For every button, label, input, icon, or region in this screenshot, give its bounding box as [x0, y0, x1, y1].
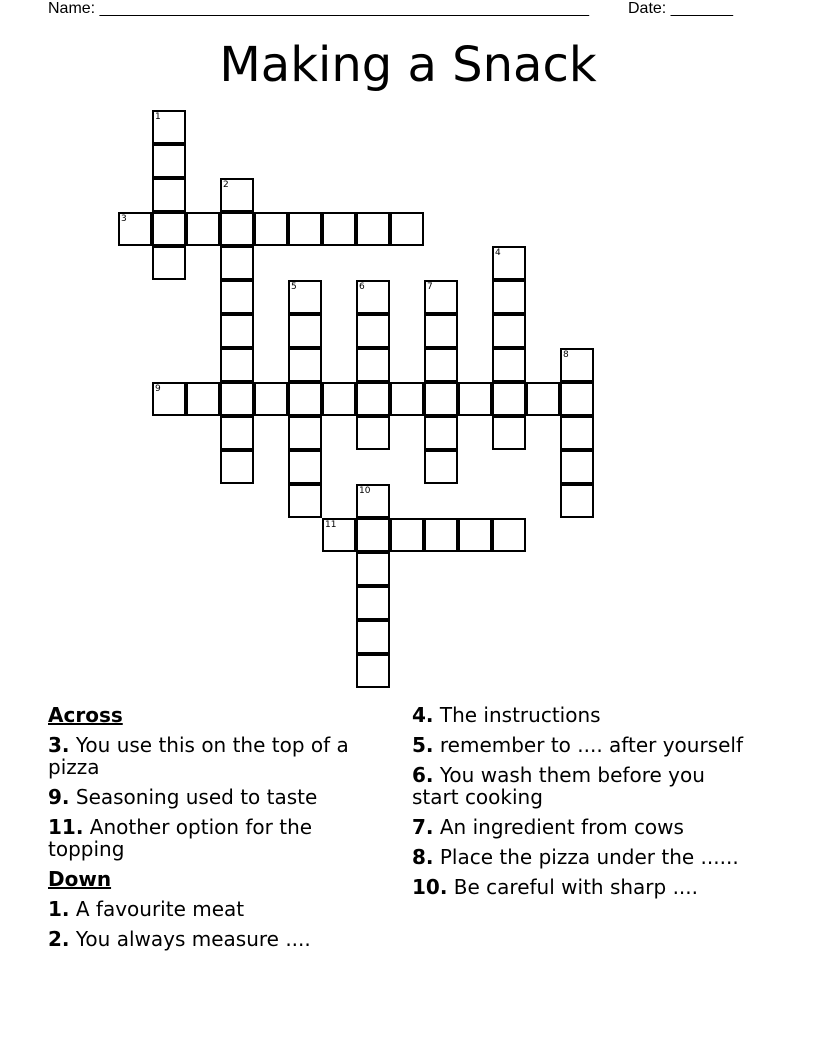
crossword-cell[interactable]: [492, 280, 526, 314]
clue-number: 3.: [48, 733, 70, 757]
crossword-cell[interactable]: [424, 314, 458, 348]
crossword-cell[interactable]: [424, 450, 458, 484]
clue-down-7: [412, 816, 752, 838]
clue-number: 2.: [48, 927, 70, 951]
crossword-cell[interactable]: [152, 178, 186, 212]
crossword-cell[interactable]: [560, 450, 594, 484]
cell-number: 1: [155, 112, 161, 122]
clue-number: 11.: [48, 815, 84, 839]
crossword-cell[interactable]: [186, 212, 220, 246]
clue-text: An ingredient from cows: [439, 815, 684, 839]
crossword-cell[interactable]: [288, 416, 322, 450]
crossword-cell[interactable]: [356, 620, 390, 654]
clue-text: Be careful with sharp ....: [453, 875, 698, 899]
crossword-cell[interactable]: [492, 416, 526, 450]
cell-number: 9: [155, 384, 161, 394]
crossword-cell[interactable]: [560, 416, 594, 450]
crossword-cell[interactable]: [152, 246, 186, 280]
clue-text: You wash them before you start cooking: [412, 763, 705, 809]
crossword-cell[interactable]: [322, 518, 356, 552]
crossword-cell[interactable]: [424, 416, 458, 450]
crossword-cell[interactable]: [492, 518, 526, 552]
clue-text: Place the pizza under the ......: [439, 845, 739, 869]
cell-number: 11: [325, 520, 337, 530]
clue-down-6: [412, 764, 752, 808]
clue-down-5: [412, 734, 752, 756]
clue-down-4: [412, 704, 752, 726]
crossword-cell[interactable]: [424, 280, 458, 314]
crossword-cell[interactable]: [424, 348, 458, 382]
clue-number: 7.: [412, 815, 434, 839]
crossword-cell[interactable]: [322, 382, 356, 416]
crossword-cell[interactable]: [424, 518, 458, 552]
clue-number: 6.: [412, 763, 434, 787]
crossword-cell[interactable]: [390, 518, 424, 552]
crossword-cell[interactable]: [152, 144, 186, 178]
clue-text: The instructions: [439, 703, 601, 727]
crossword-cell[interactable]: [560, 348, 594, 382]
crossword-cell[interactable]: [288, 212, 322, 246]
clue-number: 1.: [48, 897, 70, 921]
clue-text: You always measure ....: [75, 927, 311, 951]
crossword-cell[interactable]: [526, 382, 560, 416]
crossword-cell[interactable]: [152, 110, 186, 144]
clues-left-column: [48, 704, 388, 958]
across-heading: Across: [48, 703, 123, 727]
clue-down-8: [412, 846, 752, 868]
crossword-cell[interactable]: [356, 552, 390, 586]
crossword-cell[interactable]: [458, 518, 492, 552]
cell-number: 2: [223, 180, 229, 190]
crossword-cell[interactable]: [288, 348, 322, 382]
crossword-cell[interactable]: [560, 382, 594, 416]
crossword-cell[interactable]: [220, 246, 254, 280]
clue-text: A favourite meat: [75, 897, 245, 921]
cell-number: 8: [563, 350, 569, 360]
clue-down-1: [48, 898, 388, 920]
crossword-cell[interactable]: [118, 212, 152, 246]
crossword-cell[interactable]: [356, 382, 390, 416]
crossword-cell[interactable]: [458, 382, 492, 416]
cell-number: 3: [121, 214, 127, 224]
crossword-cell[interactable]: [356, 314, 390, 348]
crossword-cell[interactable]: [356, 280, 390, 314]
clues-right-column: [412, 704, 752, 906]
crossword-cell[interactable]: [220, 416, 254, 450]
crossword-cell[interactable]: [356, 416, 390, 450]
cell-number: 7: [427, 282, 433, 292]
crossword-cell[interactable]: [492, 246, 526, 280]
crossword-cell[interactable]: [186, 382, 220, 416]
crossword-cell[interactable]: [220, 212, 254, 246]
clue-number: 10.: [412, 875, 448, 899]
crossword-cell[interactable]: [288, 314, 322, 348]
crossword-cell[interactable]: [220, 280, 254, 314]
crossword-cell[interactable]: [288, 484, 322, 518]
clue-text: Another option for the topping: [48, 815, 313, 861]
clue-down-10: [412, 876, 752, 898]
crossword-cell[interactable]: [288, 382, 322, 416]
crossword-cell[interactable]: [220, 178, 254, 212]
page-title: Making a Snack: [219, 37, 597, 93]
crossword-cell[interactable]: [390, 382, 424, 416]
crossword-cell[interactable]: [220, 450, 254, 484]
crossword-cell[interactable]: [356, 484, 390, 518]
crossword-cell[interactable]: [356, 586, 390, 620]
crossword-cell[interactable]: [288, 450, 322, 484]
clue-number: 9.: [48, 785, 70, 809]
clue-down-2: [48, 928, 388, 950]
crossword-cell[interactable]: [560, 484, 594, 518]
crossword-cell[interactable]: [356, 212, 390, 246]
clue-number: 5.: [412, 733, 434, 757]
crossword-cell[interactable]: [356, 654, 390, 688]
down-heading: Down: [48, 867, 112, 891]
clue-text: remember to .... after yourself: [439, 733, 743, 757]
crossword-cell[interactable]: [220, 382, 254, 416]
clue-number: 4.: [412, 703, 434, 727]
crossword-cell[interactable]: [152, 382, 186, 416]
clue-text: You use this on the top of a pizza: [48, 733, 349, 779]
clue-across-3: [48, 734, 388, 778]
crossword-cell[interactable]: [492, 314, 526, 348]
crossword-cell[interactable]: [492, 382, 526, 416]
date-field-label: Date: _______: [628, 0, 733, 17]
crossword-cell[interactable]: [492, 348, 526, 382]
cell-number: 6: [359, 282, 365, 292]
cell-number: 5: [291, 282, 297, 292]
crossword-cell[interactable]: [288, 280, 322, 314]
crossword-cell[interactable]: [356, 518, 390, 552]
clue-text: Seasoning used to taste: [75, 785, 318, 809]
clue-across-11: [48, 816, 388, 860]
crossword-cell[interactable]: [220, 348, 254, 382]
crossword-cell[interactable]: [356, 348, 390, 382]
clue-across-9: [48, 786, 388, 808]
crossword-cell[interactable]: [322, 212, 356, 246]
crossword-cell[interactable]: [254, 382, 288, 416]
crossword-cell[interactable]: [254, 212, 288, 246]
crossword-cell[interactable]: [390, 212, 424, 246]
crossword-cell[interactable]: [220, 314, 254, 348]
name-field-label: Name: _______________________________________________________: [48, 0, 589, 17]
crossword-cell[interactable]: [424, 382, 458, 416]
cell-number: 10: [359, 486, 371, 496]
clue-number: 8.: [412, 845, 434, 869]
crossword-cell[interactable]: [152, 212, 186, 246]
cell-number: 4: [495, 248, 501, 258]
